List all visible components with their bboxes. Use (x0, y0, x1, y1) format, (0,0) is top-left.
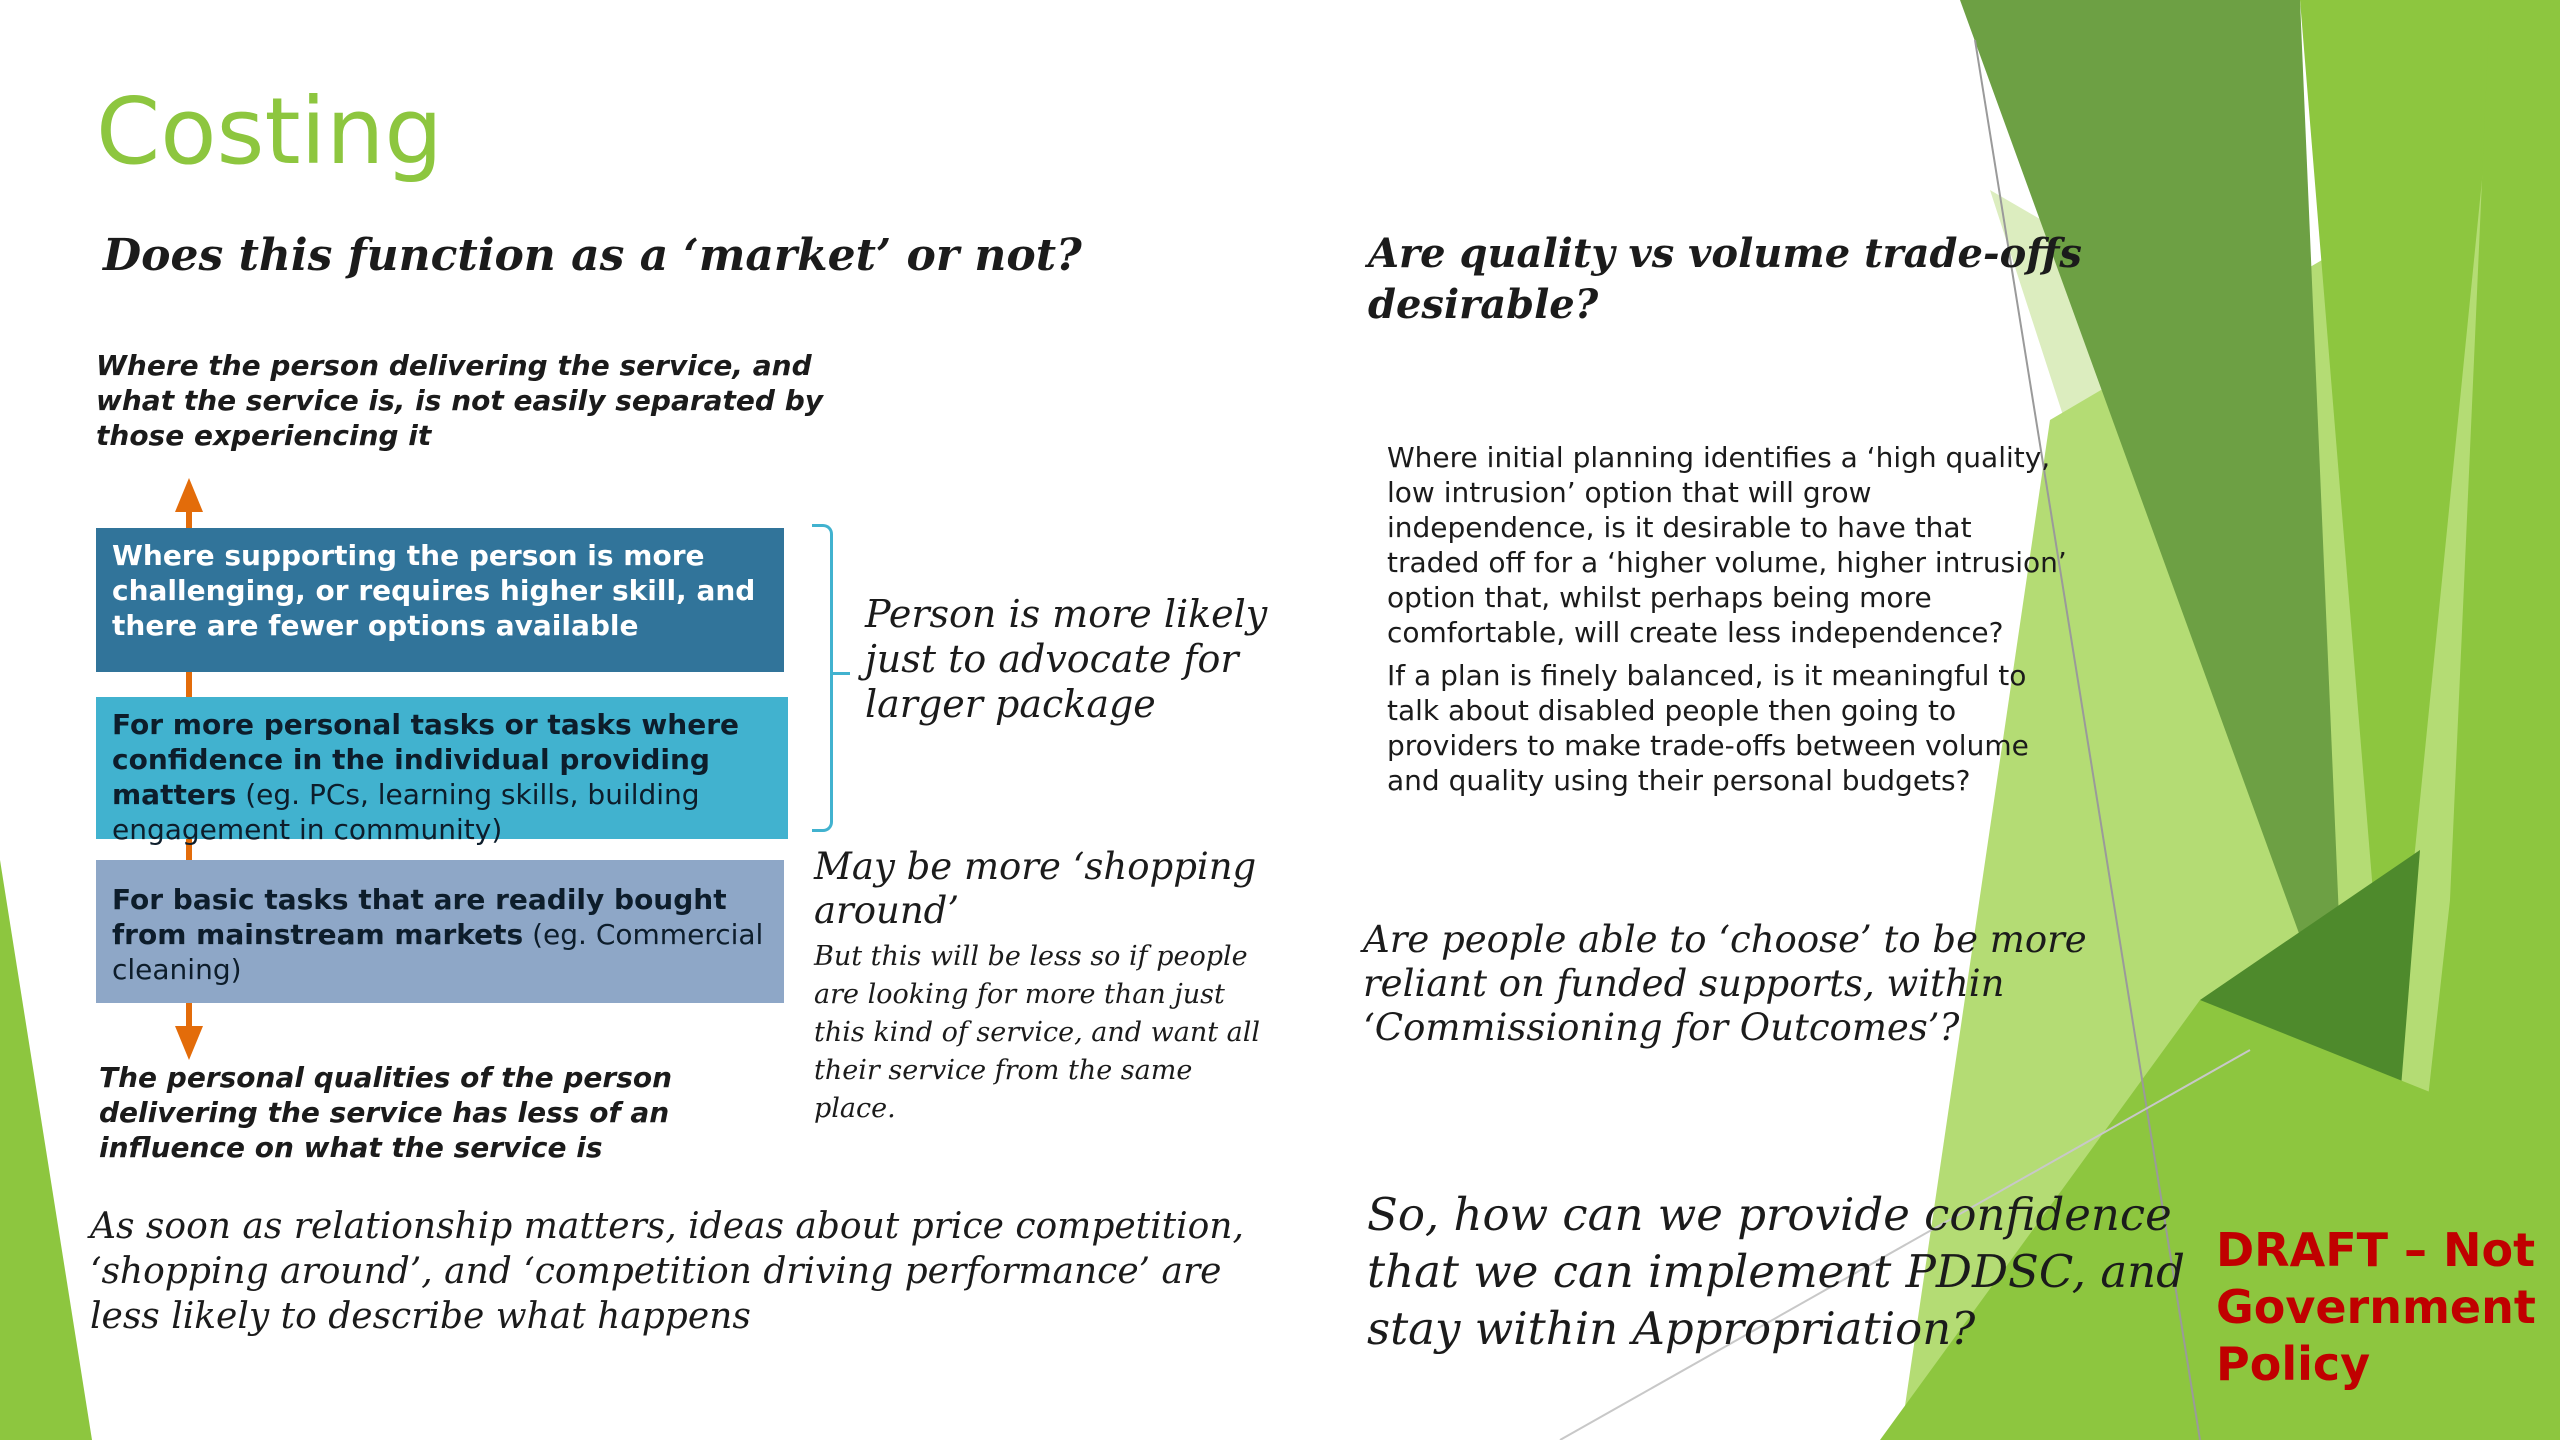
box-basic-tasks-bold: For basic tasks that are readily bought from mainstream markets (112, 883, 727, 951)
shopping-heading: May be more ‘shopping around’ (814, 845, 1257, 932)
arrow-up-icon (175, 478, 203, 512)
confidence-question: So, how can we provide confidence that we can implement PDDSC, and stay within Appropriation? (1367, 1188, 2185, 1355)
box-basic-tasks-examples: (eg. Commercial cleaning) (112, 918, 764, 986)
trade-off-paragraph-2: If a plan is finely balanced, is it meaningful to talk about disabled people then going to providers to make trade-offs between volume and quality using their personal budgets? (1387, 659, 2029, 797)
conclusion-text: As soon as relationship matters, ideas about price competition, ‘shopping around’, and ‘competition driving performance’ are less likely to describe what happens (90, 1206, 1244, 1337)
box-higher-skill: Where supporting the person is more challenging, or requires higher skill, and there are fewer options available (96, 528, 784, 672)
box-personal-tasks (96, 697, 788, 846)
market-question: Does this function as a ‘market’ or not? (103, 230, 1082, 281)
right-bracket (812, 524, 833, 832)
arrow-down-icon (175, 1026, 203, 1060)
quality-volume-question: Are quality vs volume trade-offs desirable? (1368, 230, 2082, 328)
box-personal-tasks-bold: For more personal tasks or tasks where confidence in the individual providing matters (112, 708, 740, 811)
box-basic-tasks (96, 860, 784, 1003)
left-green-wedge (0, 860, 92, 1440)
right-bracket-tick (830, 672, 850, 675)
box-personal-tasks-examples: (eg. PCs, learning skills, building engagement in community) (112, 778, 700, 846)
advocate-text: Person is more likely just to advocate for larger package (865, 592, 1268, 726)
shopping-subtext: But this will be less so if people are looking for more than just this kind of service, and want all their service from the same place. (814, 941, 1261, 1124)
trade-off-paragraph-1: Where initial planning identifies a ‘high quality, low intrusion’ option that will grow independence, is it desirable to have that traded off for a ‘higher volume, higher intrusion’ option that, whilst perhaps being more comfortable, will create less independence? (1387, 441, 2067, 649)
bottom-note: The personal qualities of the person delivering the service has less of an influence on what the service is (99, 1061, 673, 1164)
trade-off-paragraphs (1387, 440, 2067, 806)
draft-label: DRAFT – Not Government Policy (2216, 1223, 2536, 1391)
choose-question: Are people able to ‘choose’ to be more reliant on funded supports, within ‘Commissioning for Outcomes’? (1363, 918, 2087, 1049)
top-note: Where the person delivering the service, and what the service is, is not easily separated by those experiencing it (96, 349, 824, 452)
page-title: Costing (96, 78, 443, 185)
